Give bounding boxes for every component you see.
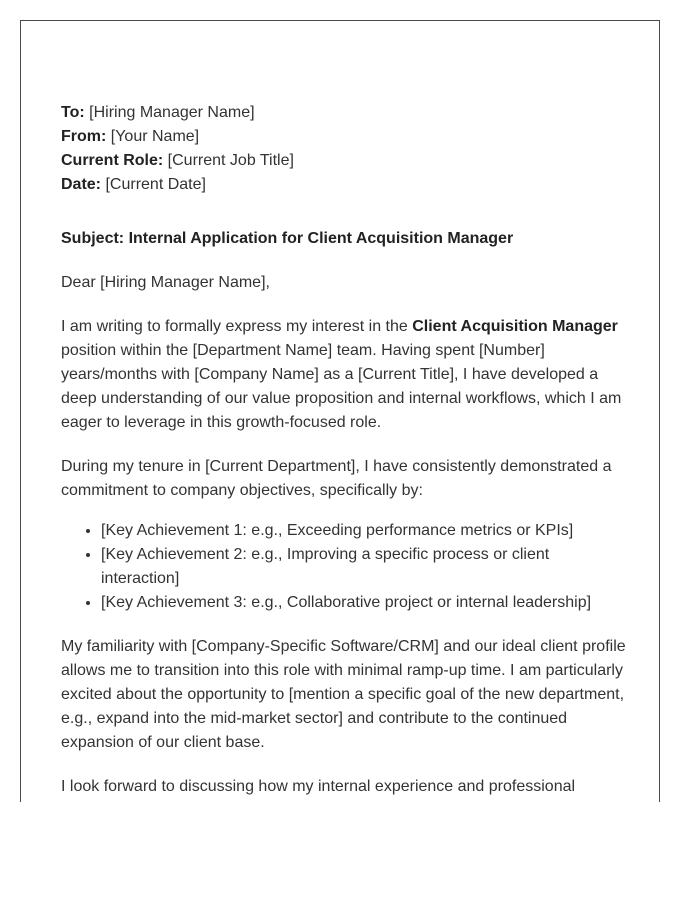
to-line	[61, 101, 626, 125]
paragraph-familiarity: My familiarity with [Company-Specific Software/CRM] and our ideal client profile allows me to transition into this role with minimal ramp-up time. I am particularly excited about the opportunity to [mention a specific goal of the new department, e.g., expand into the mid-market sector] and contribute to the continued expansion of our client base.	[61, 638, 626, 751]
current-role-value: [Current Job Title]	[163, 152, 294, 169]
letter-content	[61, 101, 626, 799]
paragraph-intro-start: I am writing to formally express my interest in the	[61, 318, 413, 335]
achievements-list	[61, 519, 626, 615]
paragraph-intro	[61, 315, 626, 435]
list-item: • [Key Achievement 2: e.g., Improving a specific process or client interaction]	[101, 543, 626, 591]
date-line	[61, 173, 626, 197]
current-role-label: Current Role:	[61, 152, 164, 169]
salutation: Dear [Hiring Manager Name],	[61, 274, 270, 291]
paragraph-closing: I look forward to discussing how my internal experience and professional	[61, 778, 576, 795]
date-value: [Current Date]	[101, 176, 206, 193]
list-item: • [Key Achievement 1: e.g., Exceeding performance metrics or KPIs]	[101, 519, 626, 543]
list-item: • [Key Achievement 3: e.g., Collaborative project or internal leadership]	[101, 591, 626, 615]
from-line	[61, 125, 626, 149]
paragraph-intro-end: position within the [Department Name] team. Having spent [Number] years/months with [Company Name] as a [Current Title], I have developed a deep understanding of our value proposition and internal workflows, which I am eager to leverage in this growth-focused role.	[61, 342, 622, 431]
to-value: [Hiring Manager Name]	[84, 104, 255, 121]
current-role-line	[61, 149, 626, 173]
subject-line: Subject: Internal Application for Client Acquisition Manager	[61, 230, 514, 247]
position-title: Client Acquisition Manager	[412, 318, 618, 335]
from-label: From:	[61, 128, 107, 145]
paragraph-tenure: During my tenure in [Current Department], I have consistently demonstrated a commitment to company objectives, specifically by:	[61, 458, 612, 499]
letter-page	[20, 20, 660, 802]
to-label: To:	[61, 104, 85, 121]
date-label: Date:	[61, 176, 102, 193]
from-value: [Your Name]	[106, 128, 200, 145]
